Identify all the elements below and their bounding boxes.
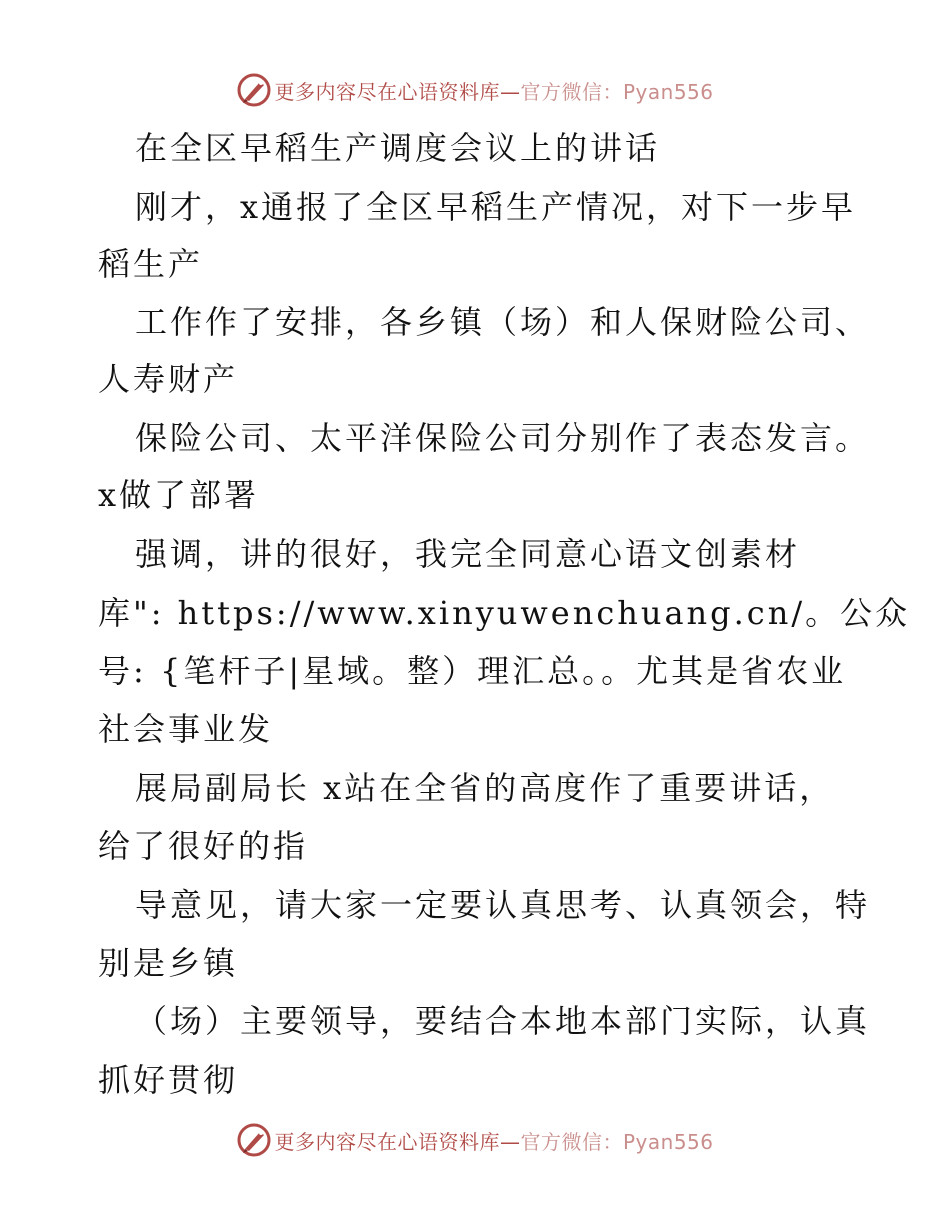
document-title: 在全区早稻生产调度会议上的讲话 [135,129,661,167]
paragraph-line: 给了很好的指 [98,827,309,865]
watermark-wechat-id: Pyan556 [622,79,714,104]
watermark-separator: — [499,1129,521,1154]
watermark-wechat-id: Pyan556 [622,1129,714,1154]
paragraph-line: （场）主要领导，要结合本地本部门实际，认真 [135,1002,871,1040]
watermark-text [274,1126,713,1155]
footer-watermark [0,1120,950,1160]
paragraph-line: 工作作了安排，各乡镇（场）和人保财险公司、 [135,303,871,341]
paragraph-line: 库": https://www.xinyuwenchuang.cn/。公众 [98,594,911,632]
paragraph-line: 抓好贯彻 [98,1061,239,1099]
paragraph-line: 保险公司、太平洋保险公司分别作了表态发言。 [135,419,871,457]
paragraph-line: 号: {笔杆子|星域。整）理汇总。。尤其是省农业 [98,652,847,690]
paragraph-line: x做了部署 [98,476,260,514]
watermark-wechat-label: 官方微信： [520,79,623,104]
watermark-separator: — [499,79,521,104]
watermark-main: 更多内容尽在心语资料库 [274,1129,500,1154]
paragraph-line: 别是乡镇 [98,944,239,982]
pen-logo-icon [236,1122,272,1158]
watermark-main: 更多内容尽在心语资料库 [274,79,500,104]
paragraph-line: 社会事业发 [98,710,274,748]
paragraph-line: 刚才，x通报了全区早稻生产情况，对下一步早 [135,188,857,226]
paragraph-line: 人寿财产 [98,360,239,398]
paragraph-line: 导意见，请大家一定要认真思考、认真领会，特 [135,886,871,924]
paragraph-line: 展局副局长 x站在全省的高度作了重要讲话， [135,769,835,807]
paragraph-line: 强调，讲的很好，我完全同意心语文创素材 [135,535,801,573]
watermark-wechat-label: 官方微信： [520,1129,623,1154]
paragraph-line: 稻生产 [98,245,204,283]
